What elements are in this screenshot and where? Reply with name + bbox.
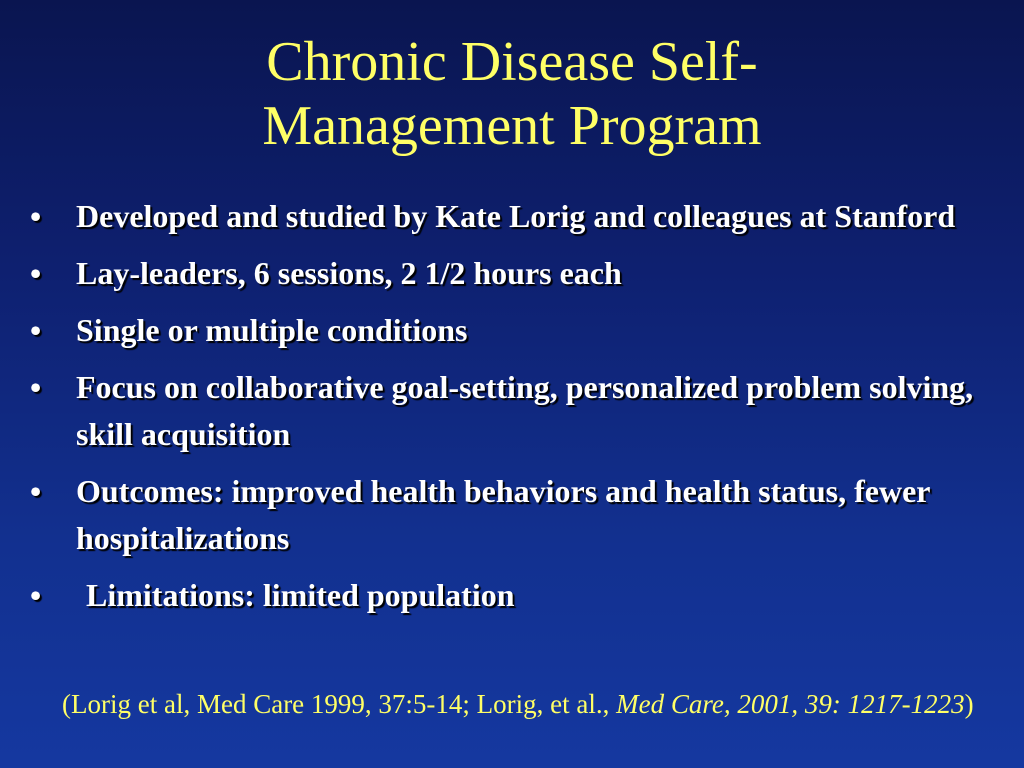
bullet-text: Focus on collaborative goal-setting, personalized problem solving, skill acquisition xyxy=(76,369,974,452)
citation-open-paren: ( xyxy=(62,689,71,719)
title-line-1: Chronic Disease Self- xyxy=(266,31,758,93)
bullet-marker: • xyxy=(30,577,42,613)
bullet-marker: • xyxy=(30,369,42,405)
bullet-item xyxy=(30,572,990,619)
bullet-text: Outcomes: improved health behaviors and health status, fewer hospitalizations xyxy=(76,473,930,556)
citation-text: Lorig et al, Med Care 1999, 37:5-14; Lorig, et al., xyxy=(71,689,617,719)
citation xyxy=(62,686,982,723)
bullet-marker: • xyxy=(30,473,42,509)
bullet-text: Developed and studied by Kate Lorig and colleagues at Stanford xyxy=(76,198,956,234)
bullet-marker: • xyxy=(30,255,42,291)
citation-journal-italic: Med Care, 2001, 39: 1217-1223 xyxy=(616,689,965,719)
bullet-text: Lay-leaders, 6 sessions, 2 1/2 hours each xyxy=(76,255,622,291)
slide-title xyxy=(0,30,1024,158)
bullet-marker: • xyxy=(30,198,42,234)
bullet-item xyxy=(30,307,990,354)
title-line-2: Management Program xyxy=(262,95,762,157)
bullet-text: Single or multiple conditions xyxy=(76,312,468,348)
bullet-item xyxy=(30,468,990,562)
bullet-marker: • xyxy=(30,312,42,348)
bullet-item xyxy=(30,250,990,297)
citation-close-paren: ) xyxy=(964,689,974,719)
bullet-list xyxy=(30,193,990,629)
bullet-item xyxy=(30,193,990,240)
bullet-text: Limitations: limited population xyxy=(86,577,515,613)
bullet-item xyxy=(30,364,990,458)
